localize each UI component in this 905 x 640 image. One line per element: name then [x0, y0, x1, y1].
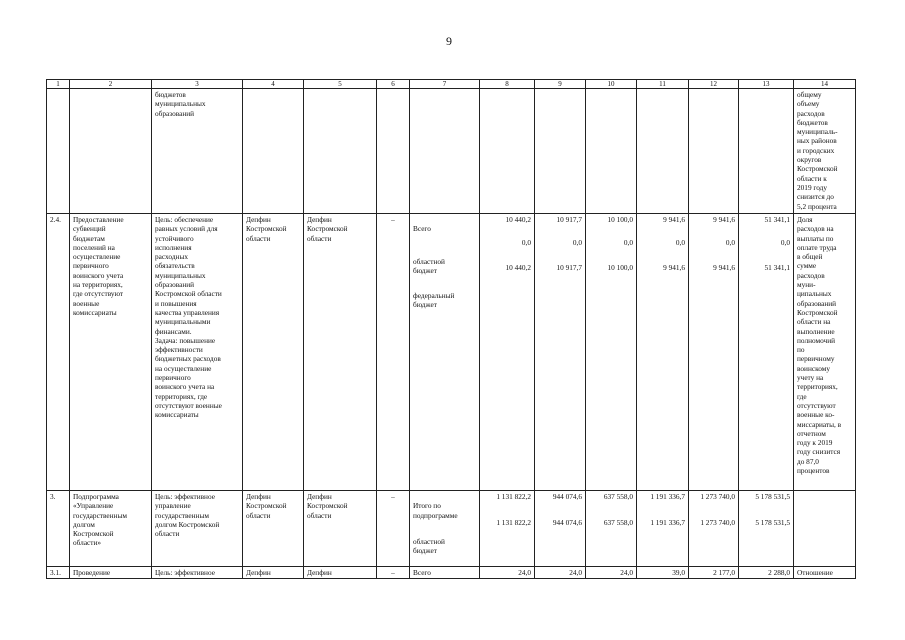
amount: 0,0: [725, 238, 735, 248]
amount: 9 941,6: [663, 262, 685, 272]
row-goal: Цель: обеспечение равных условий для устойчивого исполнения расходных обязательств муниципальных образований Костромской области и повышения качества управления муниципальными финансами. Задача: повышение эффективности бюджетных расходов на осуществление первичного воинского учета на территориях, где отсутствуют военные комиссариаты: [152, 214, 243, 491]
column-number: 6: [377, 80, 410, 89]
row-measure-name: Предоставление субвенций бюджетам поселений на осуществление первичного воинского учета на территориях, где отсутствуют военные комиссариаты: [70, 214, 152, 491]
amount: 10 100,0: [607, 215, 633, 224]
continuation-goal-text: бюджетов муниципальных образований: [152, 89, 243, 214]
amount: 1 273 740,0: [700, 518, 735, 528]
row-indicator: Доля расходов на выплаты по оплате труда в общей сумме расходов муни- ципальных образований Костромской области на выполнение полномочий по первичному воинскому учету на территориях, где отсутствуют военные ко- миссариаты, в отчетном году к 2019 году снизится до 87,0 процентов: [794, 214, 856, 491]
row-executor: Депфин Костромской области: [304, 214, 377, 491]
column-number: 2: [70, 80, 152, 89]
amount: 10 440,2: [505, 262, 531, 272]
table-row-2-4: [47, 214, 856, 491]
row-goal: Цель: эффективное управление государственным долгом Костромской области: [152, 491, 243, 567]
amount: 24,0: [586, 567, 637, 579]
amount: 0,0: [780, 238, 790, 248]
amount: 2 177,0: [689, 567, 739, 579]
row-number: 3.1.: [47, 567, 70, 579]
amount: 0,0: [572, 238, 582, 248]
funding-label: областной бюджет: [413, 256, 445, 276]
row-number: 2.4.: [47, 214, 70, 491]
amount: 0,0: [521, 238, 531, 248]
funding-label: Всего: [410, 567, 480, 579]
funding-label: федеральный бюджет: [413, 290, 455, 310]
amount: 10 917,7: [556, 215, 582, 224]
row-goal: Цель: эффективное: [152, 567, 243, 579]
amount: 637 558,0: [603, 518, 633, 528]
amount: 9 941,6: [713, 262, 735, 272]
row-col6: –: [377, 567, 410, 579]
amount: 1 191 336,7: [650, 492, 685, 501]
funding-label: областной бюджет: [413, 537, 445, 556]
column-number: 4: [243, 80, 304, 89]
amount: 10 440,2: [505, 215, 531, 224]
column-number: 12: [689, 80, 739, 89]
row-executor: Депфин Костромской области: [304, 491, 377, 567]
row-col6: –: [377, 491, 410, 567]
amount: 0,0: [675, 238, 685, 248]
row-responsible: Депфин Костромской области: [243, 214, 304, 491]
table-row-3: [47, 491, 856, 567]
column-number: 1: [47, 80, 70, 89]
row-responsible: Депфин Костромской области: [243, 491, 304, 567]
amount: 1 273 740,0: [700, 492, 735, 501]
amount: 944 074,6: [552, 518, 582, 528]
column-number: 3: [152, 80, 243, 89]
amount: 2 288,0: [739, 567, 794, 579]
amount: 39,0: [637, 567, 689, 579]
table-row-3-1: [47, 567, 856, 579]
column-number: 5: [304, 80, 377, 89]
amount: 51 341,1: [764, 215, 790, 224]
row-measure-name: Проведение: [70, 567, 152, 579]
row-col6: –: [377, 214, 410, 491]
amount: 637 558,0: [603, 492, 633, 501]
amount: 10 917,7: [556, 262, 582, 272]
row-number: 3.: [47, 491, 70, 567]
column-number: 9: [535, 80, 586, 89]
amount: 5 178 531,5: [755, 492, 790, 501]
column-number: 8: [480, 80, 535, 89]
row-indicator: Отношение: [794, 567, 856, 579]
amount: 944 074,6: [552, 492, 582, 501]
amount: 1 131 822,2: [496, 518, 531, 528]
amount: 1 191 336,7: [650, 518, 685, 528]
continuation-indicator-text: общему объему расходов бюджетов муниципаль- ных районов и городских округов Костромской области к 2019 году снизится до 5,2 процента: [794, 89, 856, 214]
column-number: 10: [586, 80, 637, 89]
continuation-row: [47, 89, 856, 214]
amount: 10 100,0: [607, 262, 633, 272]
column-number-row: [47, 80, 856, 89]
column-number: 7: [410, 80, 480, 89]
amount: 1 131 822,2: [496, 492, 531, 501]
amount: 24,0: [480, 567, 535, 579]
column-number: 13: [739, 80, 794, 89]
program-table: [46, 79, 856, 579]
row-responsible: Депфин: [243, 567, 304, 579]
amount: 24,0: [535, 567, 586, 579]
row-subprogram-name: Подпрограмма «Управление государственным долгом Костромской области»: [70, 491, 152, 567]
funding-label: Всего: [413, 224, 431, 234]
column-number: 11: [637, 80, 689, 89]
amount: 9 941,6: [663, 215, 685, 224]
funding-label: Итого по подпрограмме: [413, 501, 458, 520]
amount: 5 178 531,5: [755, 518, 790, 528]
column-number: 14: [794, 80, 856, 89]
amount: 0,0: [623, 238, 633, 248]
amount: 51 341,1: [764, 262, 790, 272]
page-number: 9: [446, 34, 452, 48]
amount: 9 941,6: [713, 215, 735, 224]
row-executor: Депфин: [304, 567, 377, 579]
